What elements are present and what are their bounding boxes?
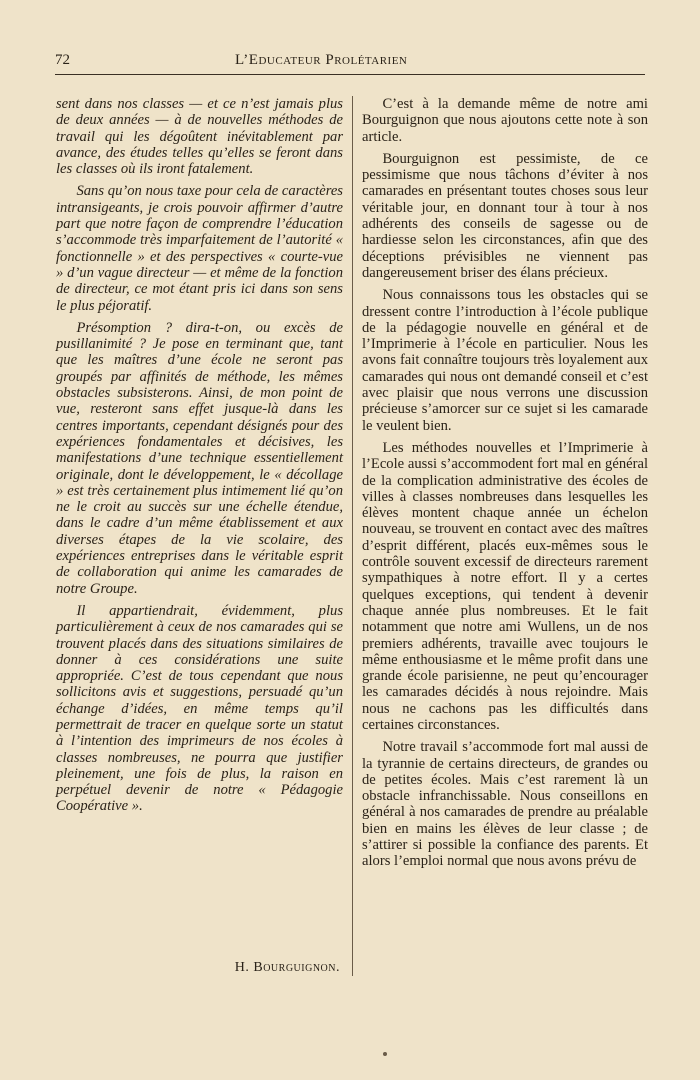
page-number: 72 — [55, 52, 70, 68]
running-title: L’Educateur Prolétarien — [235, 52, 408, 68]
left-paragraph-3: Présomption ? dira-t-on, ou excès de pusillanimité ? Je pose en terminant que, tant que les maîtres d’une école ne seront pas groupés par affinités de méthode, les mêmes obstacles subsisterons. Ainsi, de mon point de vue, resteront sans effet jusque-là dans les centres importants, cependant désignés pour des expériences fondamentales et décisives, les manifestations d’une technique essentiellement originale, dont le développement, le « décollage » est très certainement plus intimement lié qu’on ne le croit au succès sur une échelle étendue, dans le cadre d’un même établissement et aux diverses étapes de la vie scolaire, des expériences entreprises dans le véritable esprit de collaboration qui anime les camarades de notre Groupe. — [56, 319, 343, 597]
left-paragraph-1: sent dans nos classes — et ce n’est jamais plus de deux années — à de nouvelles méthodes de travail qui les dégoûtent inévitablement par avance, des études telles qu’elles se feront dans les classes où ils iront fatalement. — [56, 96, 343, 178]
right-paragraph-2: Bourguignon est pessimiste, de ce pessimisme que nous tâchons d’éviter à nos camarades en présentant toutes choses sous leur véritable jour, en donnant tour à tour à nos adhérents des conseils de sagesse ou de hardiesse selon les circonstances, afin que des déceptions prévisibles ne viennent pas dangereusement briser des élans précieux. — [362, 150, 648, 281]
left-paragraph-4: Il appartiendrait, évidemment, plus particulièrement à ceux de nos camarades qui se trouvent placés dans des situations similaires de donner à ces considérations une suite appropriée. C’est de tous cependant que nous sollicitons avis et suggestions, persuadé qu’un échange d’idées, en même temps qu’il permettrait de tracer en quelque sorte un statut à l’intention des imprimeurs de nos écoles à classes nombreuses, ne pourra que justifier pleinement, une fois de plus, la raison en perpétuel devenir de notre « Pédagogie Coopérative ». — [56, 602, 343, 815]
right-column — [362, 96, 648, 876]
right-paragraph-4: Les méthodes nouvelles et l’Imprimerie à l’Ecole aussi s’accommodent fort mal en général de la complication administrative des écoles de villes à classes nombreuses dans lesquelles les élèves montent chaque année un échelon nouveau, se trouvent en contact avec des maîtres d’esprit différent, placés eux-mêmes sous le contrôle souvent excessif de directeurs rarement sympathiques à notre effort. Il y a certes quelques exceptions, qui tendent à devenir chaque année plus nombreuses. Et le fait notamment que notre ami Wullens, un de nos premiers adhérents, travaille avec toujours le même enthousiasme et le même profit dans une grande école parisienne, ne peut qu’encourager les camarades décidés à nous rejoindre. Mais nous ne cachons pas les difficultés dans certaines circonstances. — [362, 439, 648, 733]
page-mark — [383, 1052, 387, 1056]
left-paragraph-2: Sans qu’on nous taxe pour cela de caractères intransigeants, je crois pouvoir affirmer d’autre part que notre façon de comprendre l’éducation s’accommode très imparfaitement de l’autorité « fonctionnelle » et des perspectives « courte-vue » d’un vague directeur — et même de la fonction de directeur, ce mot étant pris ici dans son sens le plus péjoratif. — [56, 183, 343, 314]
right-paragraph-1: C’est à la demande même de notre ami Bourguignon que nous ajoutons cette note à son article. — [362, 96, 648, 145]
author-signature: H. Bourguignon. — [234, 960, 340, 975]
column-rule — [352, 96, 353, 976]
left-column — [56, 96, 343, 821]
right-paragraph-5: Notre travail s’accommode fort mal aussi de la tyrannie de certains directeurs, de grandes ou de petites écoles. Mais c’est rarement là un obstacle infranchissable. Nous conseillons en général à nos camarades de prendre au préalable bien en mains les élèves de leur classe ; de s’attirer si possible la confiance des parents. Et alors l’emploi normal que nous avons prévu de — [362, 739, 648, 870]
right-paragraph-3: Nous connaissons tous les obstacles qui se dressent contre l’introduction à l’école publique de la pédagogie nouvelle en général et de l’Imprimerie à l’école en particulier. Nous les avons fait connaître toujours très loyalement aux camarades qui nous ont demandé conseil et c’est avec plaisir que nous verrons une discussion précieuse s’amorcer sur ce sujet si les camarade le veulent bien. — [362, 287, 648, 434]
page-header — [55, 50, 645, 72]
header-rule — [55, 74, 645, 75]
